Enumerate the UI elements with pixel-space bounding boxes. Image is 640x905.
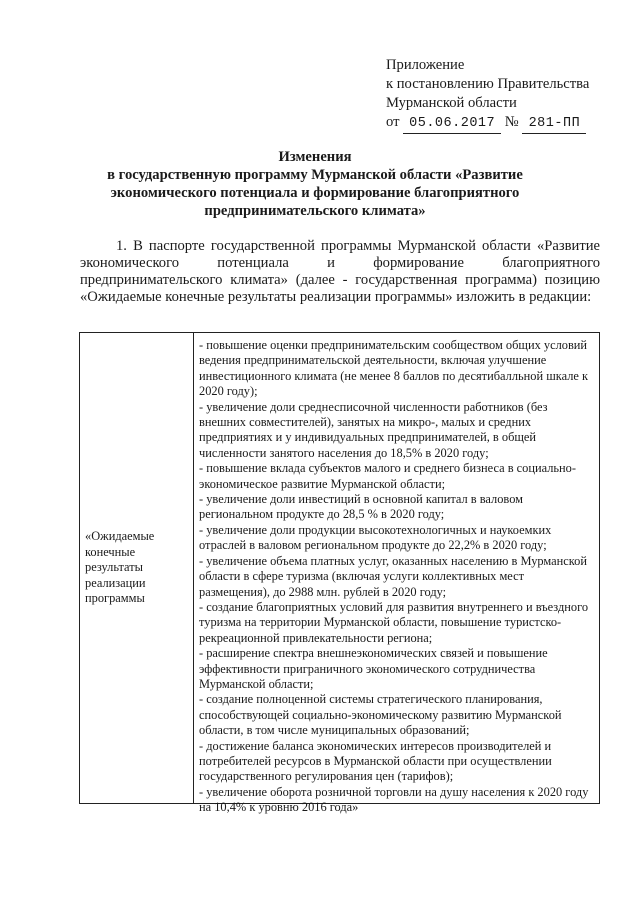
left-cell-line: реализации [85,575,146,590]
result-item: - расширение спектра внешнеэкономических связей и повышение эффективности приграничного экономического сотрудничества Мурманской области; [199,646,548,691]
title-subtitle: в государственную программу Мурманской области «Развитие экономического потенциала и формирование благоприятного предпринимательского климата» [107,167,523,219]
result-item: - увеличение оборота розничной торговли на душу населения к 2020 году на 10,4% к уровню 2016 года» [199,784,589,815]
result-item: - увеличение доли инвестиций в основной капитал в валовом региональном продукте до 28,5 % в 2020 году; [199,492,523,522]
left-cell-line: «Ожидаемые [85,529,155,544]
date-prefix: от [386,114,400,130]
result-item: - повышение вклада субъектов малого и среднего бизнеса в социально-экономическое развитие Мурманской области; [199,461,576,491]
table-left-cell [80,333,194,803]
appendix-line-1: Приложение [386,57,465,73]
left-cell-line: программы [85,591,145,606]
results-table [79,332,600,815]
decree-number: 281-ПП [522,114,586,134]
document-title [100,148,530,220]
result-item: - создание полноценной системы стратегического планирования, способствующей социально-экономическому развитию Мурманской области, в том числе муниципальных образований; [199,692,562,738]
left-cell-line: конечные [85,544,136,559]
appendix-block [386,56,589,134]
decree-date: 05.06.2017 [403,114,501,134]
title-heading: Изменения [278,149,352,165]
table-right-cell [194,333,599,815]
result-item: - создание благоприятных условий для развития внутреннего и въездного туризма на территории Мурманской области, повышение туристско-рекреационной привлекательности региона; [199,599,589,645]
left-cell-line: результаты [85,560,143,575]
result-item: - повышение оценки предпринимательским сообществом общих условий ведения предпринимательской деятельности, включая улучшение инвестиционного климата (не менее 8 баллов по десятибалльной шкале к 2020 году); [199,338,588,399]
appendix-line-2: к постановлению Правительства [386,76,590,92]
result-item: - увеличение объема платных услуг, оказанных населению в Мурманской области в сфере туризма (включая услуги коллективных мест размещения), до 2988 млн. рублей в 2020 году; [199,553,588,599]
appendix-date-line [386,113,589,134]
result-item: - увеличение доли среднесписочной численности работников (без внешних совместителей), занятых на микро-, малых и средних предприятиях и у индивидуальных предпринимателей, в общей численности занятого населения до 18,5% в 2020 году; [199,399,548,460]
appendix-line-3: Мурманской области [386,95,517,111]
result-item: - достижение баланса экономических интересов производителей и потребителей ресурсов в Мурманской области при осуществлении государственного регулирования цен (тарифов); [199,738,552,784]
result-item: - увеличение доли продукции высокотехнологичных и наукоемких отраслей в валовом региональном продукте до 22,2% в 2020 году; [199,522,552,553]
intro-paragraph: 1. В паспорте государственной программы Мурманской области «Развитие экономического потенциала и формирование благоприятного предпринимательского климата» (далее - государственная программа) позицию «Ожидаемые конечные результаты реализации программы» изложить в редакции: [80,238,600,305]
number-prefix: № [504,114,519,130]
